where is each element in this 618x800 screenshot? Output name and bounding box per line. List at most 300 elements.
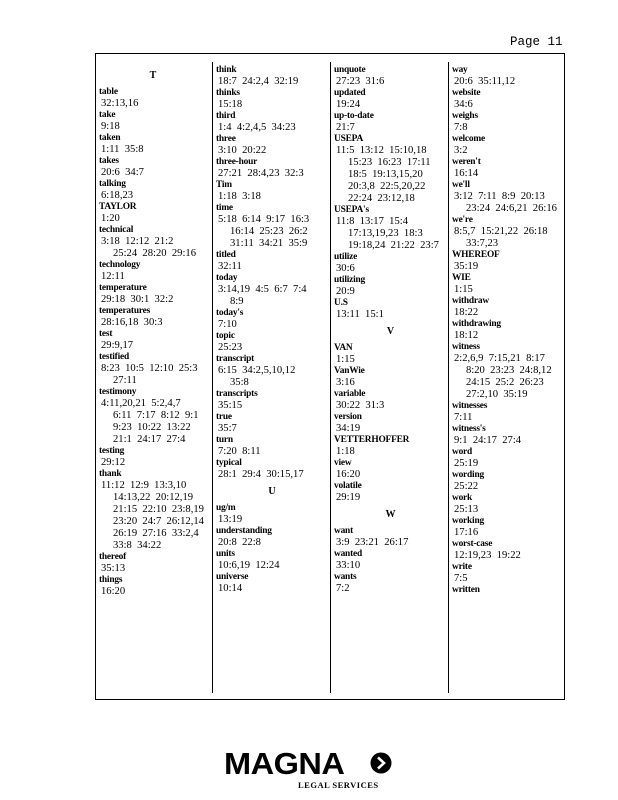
index-entry [99, 469, 207, 552]
index-term: testing [99, 446, 125, 456]
citation-line: 28:1 29:4 30:15,17 [218, 469, 304, 480]
index-term: variable [334, 389, 366, 399]
index-term: weighs [452, 111, 478, 121]
index-entry [216, 65, 328, 88]
citation-line: 1:20 [101, 213, 120, 224]
page-line-citations [452, 527, 562, 539]
index-entry [452, 88, 562, 111]
index-term: transcripts [216, 389, 258, 399]
index-term: three [216, 134, 236, 144]
index-entry [216, 526, 328, 549]
index-term: up-to-date [334, 111, 374, 121]
index-term: word [452, 447, 473, 457]
citation-line: 32:13,16 [101, 98, 139, 109]
index-term: testimony [99, 387, 137, 397]
index-entry [452, 111, 562, 134]
index-term: third [216, 111, 236, 121]
citation-line: 1:18 [336, 446, 355, 457]
index-entry [334, 412, 447, 435]
citation-line: 33:7,23 [466, 238, 499, 249]
citation-line: 7:11 [454, 412, 473, 423]
page-line-citations [99, 480, 207, 552]
index-entry [216, 389, 328, 412]
index-term: unquote [334, 65, 366, 75]
page-line-citations [99, 271, 207, 283]
logo-subtitle: LEGAL SERVICES [298, 780, 379, 790]
index-entry [216, 331, 328, 354]
index-term: way [452, 65, 468, 75]
citation-line: 9:1 24:17 27:4 [454, 435, 522, 446]
page-line-citations [334, 99, 447, 111]
index-entry [334, 65, 447, 88]
index-term: true [216, 412, 232, 422]
index-entry [216, 250, 328, 273]
index-term: Tim [216, 180, 232, 190]
citation-line: 7:5 [454, 573, 468, 584]
index-term: time [216, 203, 233, 213]
index-term: wants [334, 572, 357, 582]
index-entry [99, 387, 207, 446]
magna-logo [224, 746, 404, 796]
citation-line: 9:23 10:22 13:22 [113, 422, 191, 433]
page-line-citations [216, 514, 328, 526]
index-term: three-hour [216, 157, 258, 167]
index-term: VanWie [334, 366, 365, 376]
index-term: USEPA [334, 134, 364, 144]
page-line-citations [334, 263, 447, 275]
index-term: we're [452, 215, 473, 225]
index-term: typical [216, 458, 242, 468]
citation-line: 14:13,22 20:12,19 [113, 492, 194, 503]
citation-line: 3:2 [454, 145, 468, 156]
page-line-citations [99, 457, 207, 469]
index-entry [99, 575, 207, 598]
citation-line: 29:9,17 [101, 340, 134, 351]
index-entry [99, 133, 207, 156]
section-letter: U [268, 486, 276, 497]
index-term: witness's [452, 424, 486, 434]
index-term: think [216, 65, 237, 75]
citation-line: 21:1 24:17 27:4 [113, 434, 186, 445]
citation-line: 1:15 [454, 284, 473, 295]
citation-line: 35:7 [218, 423, 237, 434]
page-line-citations [216, 284, 328, 308]
index-entry [99, 446, 207, 469]
index-term: technical [99, 225, 134, 235]
index-entry [334, 526, 447, 549]
index-term: wanted [334, 549, 362, 559]
citation-line: 7:10 [218, 319, 237, 330]
index-entry [99, 260, 207, 283]
page-line-citations [216, 583, 328, 595]
index-entry [334, 481, 447, 504]
index-term: weren't [452, 157, 481, 167]
page-line-citations [334, 400, 447, 412]
index-term: work [452, 493, 473, 503]
index-entry [334, 275, 447, 298]
index-term: witnesses [452, 401, 488, 411]
citation-line: 32:11 [218, 261, 242, 272]
index-term: technology [99, 260, 141, 270]
index-entry [216, 308, 328, 331]
citation-line: 16:14 25:23 26:2 [230, 226, 308, 237]
citation-line: 20:8 22:8 [218, 537, 261, 548]
page-line-citations [334, 216, 447, 252]
index-entry [334, 343, 447, 366]
page-line-citations [99, 98, 207, 110]
page-line-citations [452, 481, 562, 493]
citation-line: 35:19 [454, 261, 479, 272]
index-entry [334, 572, 447, 595]
page-line-citations [452, 458, 562, 470]
index-term: turn [216, 435, 233, 445]
index-term: version [334, 412, 362, 422]
page-line-citations [452, 122, 562, 134]
index-entry [216, 273, 328, 308]
citation-line: 9:18 [101, 121, 120, 132]
index-entry [216, 157, 328, 180]
index-entry [216, 503, 328, 526]
index-term: takes [99, 156, 119, 166]
citation-line: 28:16,18 30:3 [101, 317, 163, 328]
index-entry [452, 250, 562, 273]
page-line-citations [99, 294, 207, 306]
citation-line: 6:18,23 [101, 190, 134, 201]
citation-line: 8:5,7 15:21,22 26:18 [454, 226, 548, 237]
page-line-citations [334, 309, 447, 321]
page-line-citations [334, 354, 447, 366]
page-line-citations [452, 330, 562, 342]
index-term: withdrawing [452, 319, 501, 329]
citation-line: 23:20 24:7 26:12,14 [113, 516, 204, 527]
index-entry [334, 366, 447, 389]
citation-line: 17:13,19,23 18:3 [348, 228, 423, 239]
index-entry [452, 424, 562, 447]
index-term: witness [452, 342, 480, 352]
index-term: welcome [452, 134, 485, 144]
citation-line: 34:6 [454, 99, 473, 110]
index-entry [216, 134, 328, 157]
citation-line: 19:18,24 21:22 23:7 [348, 240, 439, 251]
citation-line: 8:9 [230, 296, 244, 307]
page-line-citations [99, 190, 207, 202]
citation-line: 30:22 31:3 [336, 400, 385, 411]
index-term: view [334, 458, 352, 468]
index-term: temperature [99, 283, 147, 293]
citation-line: 1:18 3:18 [218, 191, 261, 202]
index-term: table [99, 87, 118, 97]
page-line-citations [216, 76, 328, 88]
index-entry [334, 134, 447, 205]
citation-line: 25:19 [454, 458, 479, 469]
page-line-citations [452, 226, 562, 250]
index-term: universe [216, 572, 249, 582]
page-line-citations [334, 469, 447, 481]
index-entry [452, 401, 562, 424]
index-entry [452, 470, 562, 493]
citation-line: 7:20 8:11 [218, 446, 261, 457]
page-number: Page 11 [510, 35, 563, 49]
index-entry [216, 203, 328, 250]
citation-line: 1:4 4:2,4,5 34:23 [218, 122, 296, 133]
index-term: units [216, 549, 235, 559]
citation-line: 3:18 12:12 21:2 [101, 236, 174, 247]
citation-line: 35:13 [101, 563, 126, 574]
citation-line: 31:11 34:21 35:9 [230, 238, 308, 249]
page-line-citations [216, 122, 328, 134]
citation-line: 3:14,19 4:5 6:7 7:4 [218, 284, 307, 295]
index-entry [99, 156, 207, 179]
index-entry [452, 215, 562, 250]
page-line-citations [334, 423, 447, 435]
page-line-citations [452, 550, 562, 562]
index-term: talking [99, 179, 126, 189]
index-term: things [99, 575, 123, 585]
index-term: take [99, 110, 116, 120]
index-entry [452, 319, 562, 342]
index-entry [99, 329, 207, 352]
index-entry [216, 572, 328, 595]
index-term: TAYLOR [99, 202, 137, 212]
citation-line: 5:18 6:14 9:17 16:3 [218, 214, 310, 225]
column-divider [448, 62, 449, 693]
citation-line: 13:19 [218, 514, 243, 525]
citation-line: 19:24 [336, 99, 361, 110]
index-term: understanding [216, 526, 272, 536]
citation-line: 17:16 [454, 527, 479, 538]
index-term: website [452, 88, 481, 98]
page-line-citations [216, 469, 328, 481]
index-term: worst-case [452, 539, 493, 549]
citation-line: 11:8 13:17 15:4 [336, 216, 408, 227]
citation-line: 33:8 34:22 [113, 540, 162, 551]
index-term: WHEREOF [452, 250, 500, 260]
index-entry [216, 412, 328, 435]
citation-line: 3:12 7:11 8:9 20:13 [454, 191, 545, 202]
index-term: today's [216, 308, 244, 318]
page-line-citations [334, 122, 447, 134]
page-line-citations [334, 286, 447, 298]
citation-line: 2:2,6,9 7:15,21 8:17 [454, 353, 545, 364]
citation-line: 21:15 22:10 23:8,19 [113, 504, 204, 515]
citation-line: 25:22 [454, 481, 479, 492]
index-term: utilize [334, 252, 358, 262]
citation-line: 26:19 27:16 33:2,4 [113, 528, 199, 539]
index-entry [334, 111, 447, 134]
page-line-citations [334, 145, 447, 205]
index-entry [334, 549, 447, 572]
page-line-citations [452, 145, 562, 157]
index-entry [452, 157, 562, 180]
page-line-citations [99, 340, 207, 352]
page-line-citations [452, 435, 562, 447]
citation-line: 20:3,8 22:5,20,22 [348, 181, 426, 192]
page-line-citations [452, 168, 562, 180]
citation-line: 34:19 [336, 423, 361, 434]
index-entry [99, 225, 207, 260]
index-term: transcript [216, 354, 255, 364]
page-line-citations [334, 446, 447, 458]
citation-line: 30:6 [336, 263, 355, 274]
citation-line: 35:8 [230, 377, 249, 388]
citation-line: 1:11 35:8 [101, 144, 144, 155]
page-line-citations [99, 167, 207, 179]
index-entry [452, 539, 562, 562]
index-entry [216, 111, 328, 134]
citation-line: 1:15 [336, 354, 355, 365]
index-term: thank [99, 469, 122, 479]
index-term: testified [99, 352, 129, 362]
citation-line: 29:19 [336, 492, 361, 503]
page-line-citations [99, 213, 207, 225]
page-line-citations [334, 492, 447, 504]
citation-line: 11:5 13:12 15:10,18 [336, 145, 427, 156]
page-line-citations [452, 191, 562, 215]
index-entry [334, 389, 447, 412]
page-line-citations [99, 121, 207, 133]
page-line-citations [452, 353, 562, 401]
page-line-citations [452, 307, 562, 319]
index-term: written [452, 585, 480, 595]
page-line-citations [99, 236, 207, 260]
citation-line: 21:7 [336, 122, 355, 133]
page-line-citations [452, 76, 562, 88]
index-column [216, 65, 328, 695]
column-divider [330, 62, 331, 693]
index-term: thinks [216, 88, 240, 98]
citation-line: 29:18 30:1 32:2 [101, 294, 174, 305]
word-index-frame [95, 53, 565, 700]
citation-line: 7:2 [336, 583, 350, 594]
citation-line: 35:15 [218, 400, 243, 411]
section-letter: T [149, 70, 157, 81]
page-line-citations [216, 365, 328, 389]
citation-line: 6:11 7:17 8:12 9:1 [113, 410, 199, 421]
index-entry [216, 435, 328, 458]
index-entry [452, 65, 562, 88]
citation-line: 7:8 [454, 122, 468, 133]
index-entry [334, 298, 447, 321]
index-entry [452, 273, 562, 296]
citation-line: 20:6 35:11,12 [454, 76, 516, 87]
citation-line: 27:11 [113, 375, 137, 386]
citation-line: 20:9 [336, 286, 355, 297]
citation-line: 22:24 23:12,18 [348, 193, 415, 204]
index-entry [334, 435, 447, 458]
citation-line: 27:23 31:6 [336, 76, 385, 87]
citation-line: 15:23 16:23 17:11 [348, 157, 431, 168]
page-line-citations [334, 560, 447, 572]
index-entry [452, 493, 562, 516]
page-line-citations [334, 537, 447, 549]
citation-line: 10:6,19 12:24 [218, 560, 280, 571]
index-term: VAN [334, 343, 353, 353]
index-entry [452, 447, 562, 470]
index-column [334, 65, 447, 695]
chevron-right-circle-icon [370, 752, 392, 774]
citation-line: 8:20 23:23 24:8,12 [466, 365, 552, 376]
citation-line: 33:10 [336, 560, 361, 571]
citation-line: 29:12 [101, 457, 126, 468]
index-entry [99, 202, 207, 225]
citation-line: 16:14 [454, 168, 479, 179]
citation-line: 12:19,23 19:22 [454, 550, 521, 561]
page-line-citations [216, 537, 328, 549]
index-entry [99, 552, 207, 575]
index-term: U.S [334, 298, 348, 308]
page-line-citations [216, 446, 328, 458]
index-term: volatile [334, 481, 362, 491]
page-line-citations [216, 423, 328, 435]
index-entry [334, 88, 447, 111]
index-term: utilizing [334, 275, 366, 285]
index-term: working [452, 516, 484, 526]
citation-line: 6:15 34:2,5,10,12 [218, 365, 296, 376]
citation-line: 18:12 [454, 330, 479, 341]
index-entry [452, 516, 562, 539]
citation-line: 25:13 [454, 504, 479, 515]
section-letter: W [385, 509, 396, 520]
index-term: topic [216, 331, 235, 341]
index-entry [99, 352, 207, 387]
index-entry [99, 306, 207, 329]
index-entry [452, 585, 562, 596]
citation-line: 25:23 [218, 342, 243, 353]
index-term: we'll [452, 180, 470, 190]
citation-line: 18:5 19:13,15,20 [348, 169, 423, 180]
index-term: updated [334, 88, 366, 98]
index-entry [334, 252, 447, 275]
page-line-citations [216, 145, 328, 157]
index-term: write [452, 562, 472, 572]
page-line-citations [216, 560, 328, 572]
citation-line: 4:11,20,21 5:2,4,7 [101, 398, 181, 409]
index-entry [334, 458, 447, 481]
index-entry [216, 88, 328, 111]
index-entry [216, 458, 328, 481]
index-term: wording [452, 470, 484, 480]
logo-wordmark: MAGNA [224, 746, 345, 781]
citation-line: 3:10 20:22 [218, 145, 267, 156]
index-term: test [99, 329, 113, 339]
page-line-citations [216, 191, 328, 203]
index-term: want [334, 526, 353, 536]
citation-line: 24:15 25:2 26:23 [466, 377, 544, 388]
page-line-citations [216, 168, 328, 180]
page-line-citations [216, 319, 328, 331]
page-line-citations [216, 99, 328, 111]
index-entry [452, 342, 562, 401]
section-letter: V [386, 326, 395, 337]
index-term: taken [99, 133, 121, 143]
index-entry [99, 179, 207, 202]
page-line-citations [334, 76, 447, 88]
index-term: titled [216, 250, 236, 260]
index-term: temperatures [99, 306, 151, 316]
citation-line: 16:20 [101, 586, 126, 597]
index-term: ug/m [216, 503, 236, 513]
page-line-citations [216, 261, 328, 273]
citation-line: 12:11 [101, 271, 125, 282]
citation-line: 11:12 12:9 13:3,10 [101, 480, 187, 491]
index-entry [452, 562, 562, 585]
page-line-citations [99, 586, 207, 598]
index-term: USEPA's [334, 205, 369, 215]
citation-line: 25:24 28:20 29:16 [113, 248, 196, 259]
citation-line: 8:23 10:5 12:10 25:3 [101, 363, 198, 374]
page-line-citations [216, 214, 328, 250]
citation-line: 18:7 24:2,4 32:19 [218, 76, 299, 87]
